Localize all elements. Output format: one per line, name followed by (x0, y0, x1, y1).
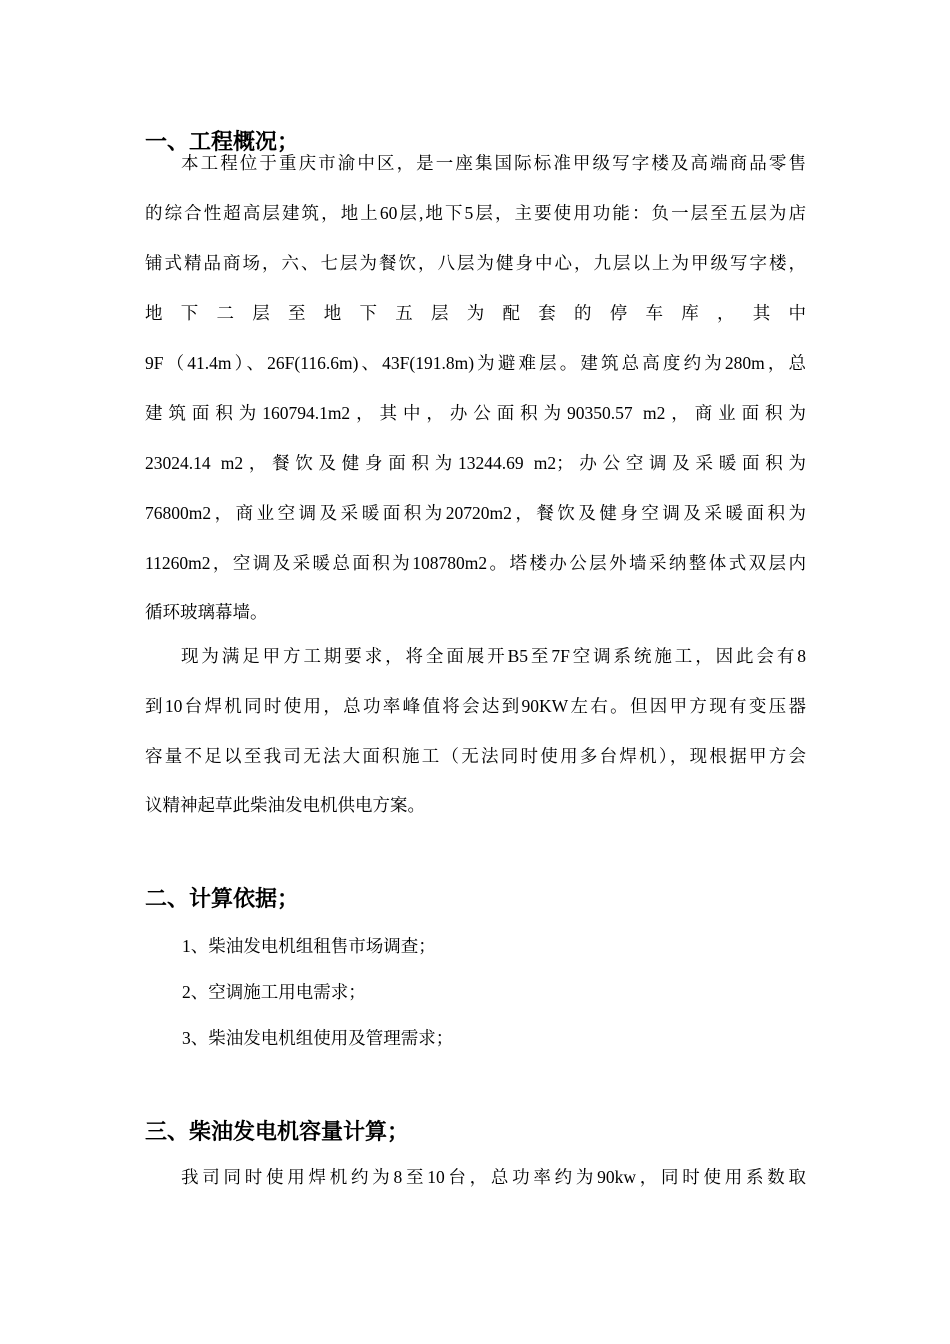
section-3-heading: 三、柴油发电机容量计算； (145, 1120, 410, 1145)
section-1-heading: 一、工程概况； (145, 130, 300, 155)
paragraph-line: 建筑面积为160794.1m2，其中，办公面积为90350.57 m2，商业面积为 (145, 403, 806, 423)
paragraph-line: 现为满足甲方工期要求，将全面展开B5至7F空调系统施工，因此会有8 (181, 646, 806, 666)
list-item: 1、柴油发电机组租售市场调查； (182, 936, 436, 956)
paragraph-line: 我司同时使用焊机约为8至10台，总功率约为90kw，同时使用系数取 (181, 1167, 806, 1187)
paragraph-line: 的综合性超高层建筑，地上60层,地下5层，主要使用功能：负一层至五层为店 (145, 203, 806, 223)
paragraph-line: 议精神起草此柴油发电机供电方案。 (145, 795, 425, 815)
paragraph-line: 9F（41.4m）、26F(116.6m)、43F(191.8m)为避难层。建筑总高度约为280m，总 (145, 353, 806, 373)
list-item: 2、空调施工用电需求； (182, 982, 366, 1002)
paragraph-line: 76800m2，商业空调及采暖面积为20720m2，餐饮及健身空调及采暖面积为 (145, 503, 806, 523)
paragraph-line: 到10台焊机同时使用，总功率峰值将会达到90KW左右。但因甲方现有变压器 (145, 696, 806, 716)
section-2-heading: 二、计算依据； (145, 887, 300, 912)
paragraph-line: 循环玻璃幕墙。 (145, 602, 268, 622)
paragraph-line: 本工程位于重庆市渝中区，是一座集国际标准甲级写字楼及高端商品零售 (181, 153, 806, 173)
paragraph-line: 铺式精品商场，六、七层为餐饮，八层为健身中心，九层以上为甲级写字楼， (145, 253, 806, 273)
paragraph-line: 地 下 二 层 至 地 下 五 层 为 配 套 的 停 车 库 ， 其 中 (145, 303, 806, 323)
paragraph-line: 11260m2，空调及采暖总面积为108780m2。塔楼办公层外墙采纳整体式双层内 (145, 553, 806, 573)
paragraph-line: 23024.14 m2，餐饮及健身面积为13244.69 m2；办公空调及采暖面积为 (145, 453, 806, 473)
paragraph-line: 容量不足以至我司无法大面积施工（无法同时使用多台焊机），现根据甲方会 (145, 746, 806, 766)
list-item: 3、柴油发电机组使用及管理需求； (182, 1028, 454, 1048)
